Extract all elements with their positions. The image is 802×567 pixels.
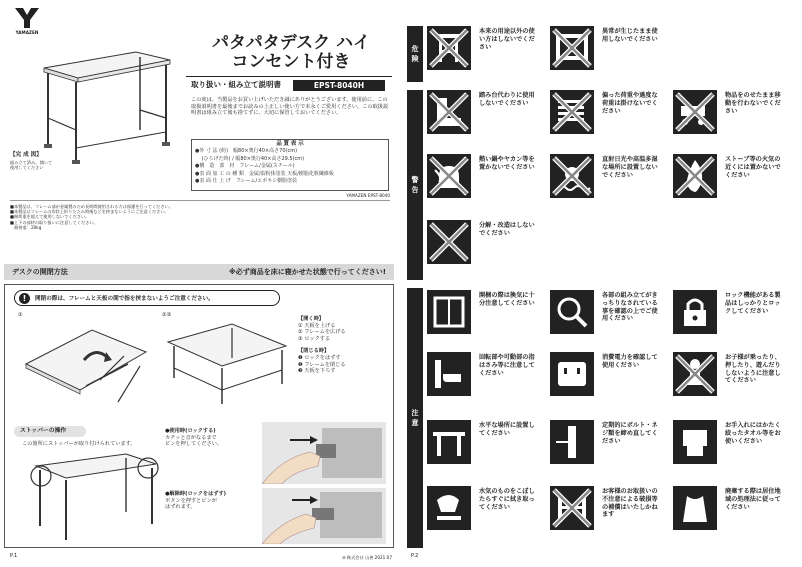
unlock-instructions <box>165 491 275 511</box>
step-a-label: ① <box>18 312 23 318</box>
note-item: 耐荷重：20kg <box>10 224 42 230</box>
safety-item-text: お手入れにはかたく絞ったタオル等をお使いください <box>725 422 781 445</box>
spec-line: ●外 寸 法 (約) 幅80×奥行40×高さ70(cm) <box>195 148 298 154</box>
outlet-icon <box>550 352 594 396</box>
safety-item-text: 水気のものをこぼしたらすぐに拭き取ってください <box>479 488 535 511</box>
stopper-text: この箇所にストッパーが取り付けられています。 <box>22 441 136 447</box>
stopper-illustration <box>22 452 162 544</box>
safety-item-text: 回転部や可動部の指はさみ等に注意してください <box>479 354 535 377</box>
section-caution <box>407 288 423 548</box>
pinch-warning-box <box>14 290 280 306</box>
footer-note: ⊘ 株式会社 山善 2021.07 <box>342 555 392 560</box>
fire-crossed-icon <box>673 154 717 198</box>
safety-item-text: お子様が乗ったり、押したり、遊んだりしないように注意してください <box>725 354 781 385</box>
brand-name: YAMAZEN <box>15 30 39 35</box>
unlock-text-line: はずれます。 <box>165 504 196 511</box>
desk-illustration <box>36 48 176 170</box>
tools-crossed-icon <box>427 220 471 264</box>
close-step: ❷ フレームを閉じる <box>298 361 346 368</box>
safety-item-text: お客様のお取扱いの不注意による破損等の補償はいたしかねます <box>602 488 658 519</box>
title-line-2: コンセント付き <box>231 52 351 72</box>
howto-header <box>4 264 394 280</box>
note-item: ■本製品はフレームの形状上折りたたみ時指などを挟まないようにご注意ください。 <box>10 209 169 215</box>
safety-item-text: 偏った荷重や過度な荷重は掛けないでください <box>602 92 658 115</box>
open-steps-title: 【開く時】 <box>298 316 324 322</box>
spec-note: YAMAZEN EPST-8040 <box>346 193 390 198</box>
safety-item-text: 廃棄する際は居住地域の処理法に従ってください <box>725 488 781 511</box>
open-step: ① 天板を上げる <box>298 322 336 329</box>
spec-title: 品 質 表 示 <box>276 141 304 147</box>
page-number-right: P.2 <box>411 553 419 559</box>
note-item: ■本製品は、フレーム部が金属製のため長時間使用される方は保護を行ってください。 <box>10 204 173 209</box>
level-table-icon <box>427 420 471 464</box>
safety-item-text: 異常が生じたまま使用しないでください <box>602 28 658 43</box>
open-step2-illustration <box>162 318 292 408</box>
lock-photo <box>262 422 386 484</box>
lock-title: ●使用時(ロックする) <box>165 428 216 434</box>
section-danger-char: 危 <box>411 45 419 53</box>
open-close-steps <box>298 316 390 375</box>
note-item: ■耐荷重を超えて使用しないでください。 <box>10 214 90 220</box>
open-step: ② フレームを広げる <box>298 329 346 336</box>
outdoor-crossed-icon <box>550 26 594 70</box>
heavy-load-crossed-icon <box>550 90 594 134</box>
page-right <box>401 0 802 567</box>
howto-warning: ※必ず商品を床に寝かせた状態で行ってください! <box>229 268 386 276</box>
lock-text-line: ピンを押してください。 <box>165 441 223 448</box>
safety-item-text: 物品をのせたまま移動を行わないでください <box>725 92 781 115</box>
safety-item-text: 消費電力を確認して使用ください <box>602 354 658 369</box>
title-line-1: パタパタデスク ハイ <box>211 33 371 53</box>
manual-label: 取り扱い・組み立て説明書 <box>191 80 281 89</box>
exclamation-icon: ! <box>19 293 30 304</box>
close-step: ❸ 天板を下ろす <box>298 368 336 375</box>
intro-text: この度は、当製品をお買い上げいただき誠にありがとうございます。使用前に、この取扱説明書を最後までお読みの上正しい使い方で末永くご愛用ください。この取扱説明書は組み立て後も捨てずに、大切に保管しておいてください。 <box>191 97 389 117</box>
chair-crossed-icon <box>427 26 471 70</box>
spec-line: (ひろげた時) / 幅80×奥行40×高さ29.5(cm) <box>195 155 305 162</box>
child-crossed-icon <box>673 352 717 396</box>
spec-box <box>191 139 389 191</box>
safety-item-text: 踏み台代わりに使用しないでください <box>479 92 535 107</box>
boot-stand-crossed-icon <box>427 90 471 134</box>
section-caution-char: 意 <box>411 419 419 427</box>
safety-item-text: 分解・改造はしないでください <box>479 222 535 237</box>
complete-sub: 組み立て済み。開いて使用してください <box>10 160 53 171</box>
section-warning-char: 告 <box>411 186 419 194</box>
magnifier-icon <box>550 290 594 334</box>
safety-item-text: 水平な場所に設置してください <box>479 422 535 437</box>
safety-item-text: 熱い鍋やヤカン等を置かないでください <box>479 156 535 171</box>
close-step: ❶ ロックをはずす <box>298 354 341 361</box>
section-warning <box>407 90 423 280</box>
lock-text-line: カチッと音がなるまで <box>165 434 217 441</box>
close-steps-title: 【閉じる時】 <box>298 348 330 355</box>
unlock-photo <box>262 488 386 544</box>
cart-crossed-icon <box>673 90 717 134</box>
spec-line: ●表 面 仕 上 げ フレーム/エポキシ樹脂塗装 <box>195 178 298 184</box>
section-caution-char: 注 <box>411 409 419 417</box>
hand-pinch-icon <box>427 352 471 396</box>
safety-item-text: ストーブ等の火気の近くには置かないでください <box>725 156 781 179</box>
screwdriver-icon <box>550 420 594 464</box>
open-step: ③ ロックする <box>298 335 331 342</box>
title-rule <box>186 76 392 77</box>
spec-line: ●構 造 部 材 フレーム/金属(スチール) <box>195 163 295 169</box>
unlock-text-line: ボタンを押すとピンが <box>165 497 217 504</box>
wipe-water-icon <box>427 486 471 530</box>
unlock-title: ●解除時(ロックをはずす) <box>165 491 227 497</box>
lock-instructions <box>165 428 265 448</box>
safety-item-text: 定期的にボルト・ネジ類を締め直してください <box>602 422 658 445</box>
complete-label: 【完 成 図】 <box>10 152 42 158</box>
repair-crossed-icon <box>550 486 594 530</box>
note-item: ■上下の部材の取り扱いに注意してください。 <box>10 219 98 225</box>
spec-line: ●表 面 加 工 の 種 類 金属部/粉体塗装 天板/樹脂化粧繊維板 <box>195 170 334 177</box>
model-number: EPST-8040H <box>293 80 385 91</box>
section-danger <box>407 26 423 82</box>
safety-item-text: 各部の組み立てがきっちりなされている事を確認の上でご使用ください <box>602 292 658 323</box>
notes-list <box>10 204 390 230</box>
open-step1-illustration <box>20 320 150 408</box>
kettle-crossed-icon <box>427 154 471 198</box>
notes-divider <box>10 200 390 201</box>
step-b-label: ②③ <box>162 312 172 318</box>
safety-item-text: 開梱の際は換気に十分注意してください <box>479 292 535 307</box>
sun-heat-crossed-icon <box>550 154 594 198</box>
yamazen-logo <box>12 8 42 38</box>
section-warning-char: 警 <box>411 176 419 184</box>
howto-title: デスクの開閉方法 <box>12 268 68 276</box>
garbage-bag-icon <box>673 486 717 530</box>
safety-item-text: ロック機能がある製品はしっかりとロックしてください <box>725 292 781 315</box>
section-danger-char: 険 <box>411 55 419 63</box>
lock-icon <box>673 290 717 334</box>
page-number-left: P.1 <box>10 553 18 559</box>
pinch-warning-text: 開閉の際は、フレームと天板の間で指を挟まないようご注意ください。 <box>35 296 214 302</box>
stopper-title-pill <box>14 426 86 437</box>
safety-item-text: 本来の用途以外の使い方はしないでください <box>479 28 535 51</box>
stopper-title: ストッパーの操作 <box>20 428 67 434</box>
window-icon <box>427 290 471 334</box>
safety-item-text: 直射日光や高温多湿な場所に設置しないでください <box>602 156 658 179</box>
wipe-cloth-icon <box>673 420 717 464</box>
